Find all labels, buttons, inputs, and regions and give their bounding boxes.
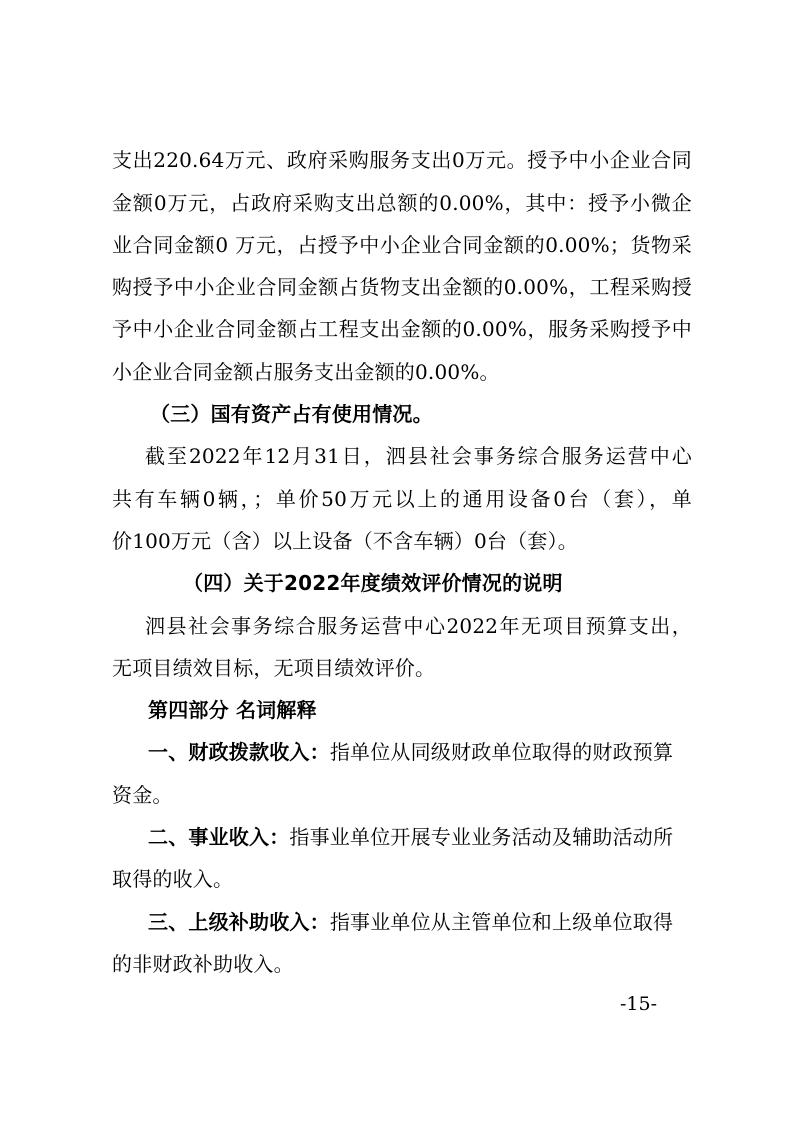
term3-line (148, 908, 692, 936)
para1-line3: 业合同金额0 万元，占授予中小企业合同金额的0.00%；货物采 (112, 233, 692, 257)
term2-line (148, 823, 692, 851)
term1-line (148, 738, 692, 766)
para1-line1: 支出220.64万元、政府采购服务支出0万元。授予中小企业合同 (112, 148, 692, 172)
term3-text: 指事业单位从主管单位和上级单位取得 (329, 910, 674, 934)
para1-line4: 购授予中小企业合同金额占货物支出金额的0.00%，工程采购授 (112, 275, 692, 299)
para2-line1: 截至2022年12月31日，泗县社会事务综合服务运营中心 (145, 444, 692, 468)
page-number: -15- (620, 993, 658, 1015)
para3-line1: 泗县社会事务综合服务运营中心2022年无项目预算支出， (145, 614, 692, 638)
term2-continuation: 取得的收入。 (112, 867, 234, 891)
para2-line3: 价100万元（含）以上设备（不含车辆）0台（套）。 (112, 529, 578, 553)
para1-line6: 小企业合同金额占服务支出金额的0.00%。 (112, 360, 500, 384)
part4-title: 第四部分 名词解释 (148, 698, 317, 722)
para1-line2: 金额0万元，占政府采购支出总额的0.00%，其中：授予小微企 (112, 191, 692, 215)
term1-continuation: 资金。 (112, 783, 173, 807)
term1-text: 指单位从同级财政单位取得的财政预算 (329, 740, 674, 764)
para1-line5: 予中小企业合同金额占工程支出金额的0.00%，服务采购授予中 (112, 317, 692, 341)
term3-continuation: 的非财政补助收入。 (112, 952, 294, 976)
term3-label: 三、上级补助收入： (148, 910, 330, 934)
para2-line2: 共有车辆0辆，；单价50万元以上的通用设备0台（套），单 (112, 487, 692, 511)
section-heading-3: （三）国有资产占有使用情况。 (150, 402, 433, 426)
term2-text: 指事业单位开展专业业务活动及辅助活动所 (289, 825, 674, 849)
para3-line2: 无项目绩效目标，无项目绩效评价。 (112, 656, 436, 680)
term1-label: 一、财政拨款收入： (148, 740, 330, 764)
section-heading-4: （四）关于2022年度绩效评价情况的说明 (183, 571, 563, 595)
term2-label: 二、事业收入： (148, 825, 290, 849)
